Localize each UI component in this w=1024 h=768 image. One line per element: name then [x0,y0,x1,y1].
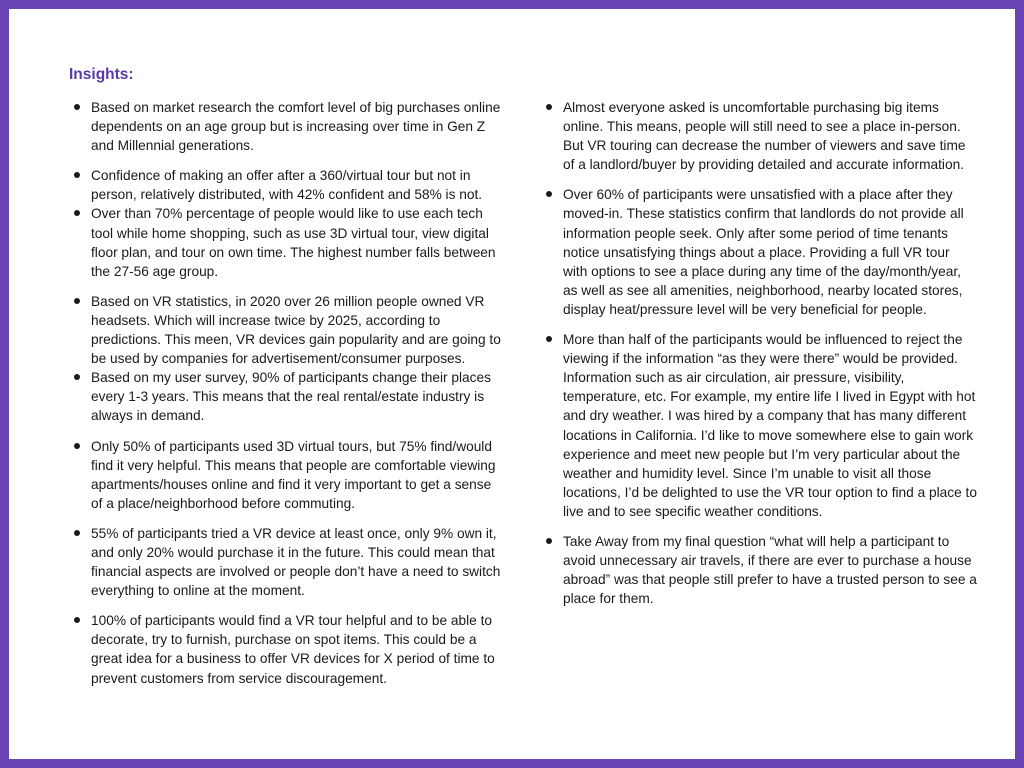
list-item [545,330,977,521]
insights-list-right [545,98,977,608]
bullet-icon [74,617,80,623]
bullet-icon [546,336,552,342]
list-item-text: Only 50% of participants used 3D virtual tours, but 75% find/would find it very helpful. This means that people are comfortable viewing apartments/houses online and find it very important to get a sense of a place/neighborhood before commuting. [91,438,496,511]
list-item-text: Confidence of making an offer after a 360/virtual tour but not in person, relatively distributed, with 42% confident and 58% is not. [91,168,483,203]
list-item [545,98,977,174]
list-item-text: 100% of participants would find a VR tour helpful and to be able to decorate, try to furnish, purchase on spot items. This could be a great idea for a business to offer VR devices for X period of time to prevent customers from service discouragement. [91,613,495,686]
bullet-icon [74,298,80,304]
list-item [73,368,505,425]
list-item-text: Over than 70% percentage of people would like to use each tech tool while home shopping, such as use 3D virtual tour, view digital floor plan, and tour on own time. The highest number falls between the 27-56 age group. [91,206,496,279]
insights-list-left [73,98,505,688]
list-item [545,532,977,608]
bullet-icon [74,443,80,449]
bullet-icon [74,172,80,178]
list-item-text: Almost everyone asked is uncomfortable purchasing big items online. This means, people will still need to see a place in-person. But VR touring can decrease the number of viewers and save time of a landlord/buyer by providing detailed and accurate information. [563,100,966,173]
bullet-icon [546,191,552,197]
bullet-icon [546,104,552,110]
list-item-text: Based on market research the comfort level of big purchases online dependents on an age group but is increasing over time in Gen Z and Millennial generations. [91,100,501,154]
list-item-text: 55% of participants tried a VR device at least once, only 9% own it, and only 20% would purchase it in the future. This could mean that financial aspects are involved or people don’t have a need to switch everything to online at the moment. [91,525,501,599]
bullet-icon [74,530,80,536]
list-item [73,98,505,155]
list-item-text: More than half of the participants would be influenced to reject the viewing if the information “as they were there” would be provided. Information such as air circulation, air pressure, visibility, temperature, etc. For example, my entire life I lived in Egypt with hot and dry weather. I was hired by a company that has many different locations in California. I’d like to move somewhere else to gain work experience and meet new people but I’m very particular about the weather and humidity level. Since I’m unable to visit all those locations, I’d be delighted to use the VR tour option to find a place to live and to see specific weather conditions. [563,332,977,519]
list-item-text: Take Away from my final question “what will help a participant to avoid unnecessary air travels, if there are ever to purchase a house abroad” was that people still prefer to have a trusted person to see a place for them. [563,533,977,607]
bullet-icon [546,538,552,544]
bullet-icon [74,210,80,216]
list-item [73,611,505,687]
list-item [73,524,505,600]
bullet-icon [74,104,80,110]
list-item-text: Based on my user survey, 90% of participants change their places every 1-3 years. This means that the real rental/estate industry is always in demand. [91,370,491,424]
bullet-icon [74,374,80,380]
list-item-text: Based on VR statistics, in 2020 over 26 million people owned VR headsets. Which will increase twice by 2025, according to predictions. This meen, VR devices gain popularity and are going to be used by companies for advertisement/consumer purposes. [91,293,501,367]
list-item [73,166,505,204]
list-item [73,204,505,280]
list-item [73,437,505,513]
list-item [545,185,977,319]
list-item-text: Over 60% of participants were unsatisfied with a place after they moved-in. These statistics confirm that landlords do not provide all information people seek. Only after some period of time tenants notice unsatisfying things about a place. Providing a full VR tour with options to see a place during any time of the day/month/year, as well as see all amenities, neighborhood, nearby located stores, display heat/pressure level will be very beneficial for people. [563,187,964,317]
list-item [73,292,505,368]
insights-title: Insights: [69,66,134,83]
